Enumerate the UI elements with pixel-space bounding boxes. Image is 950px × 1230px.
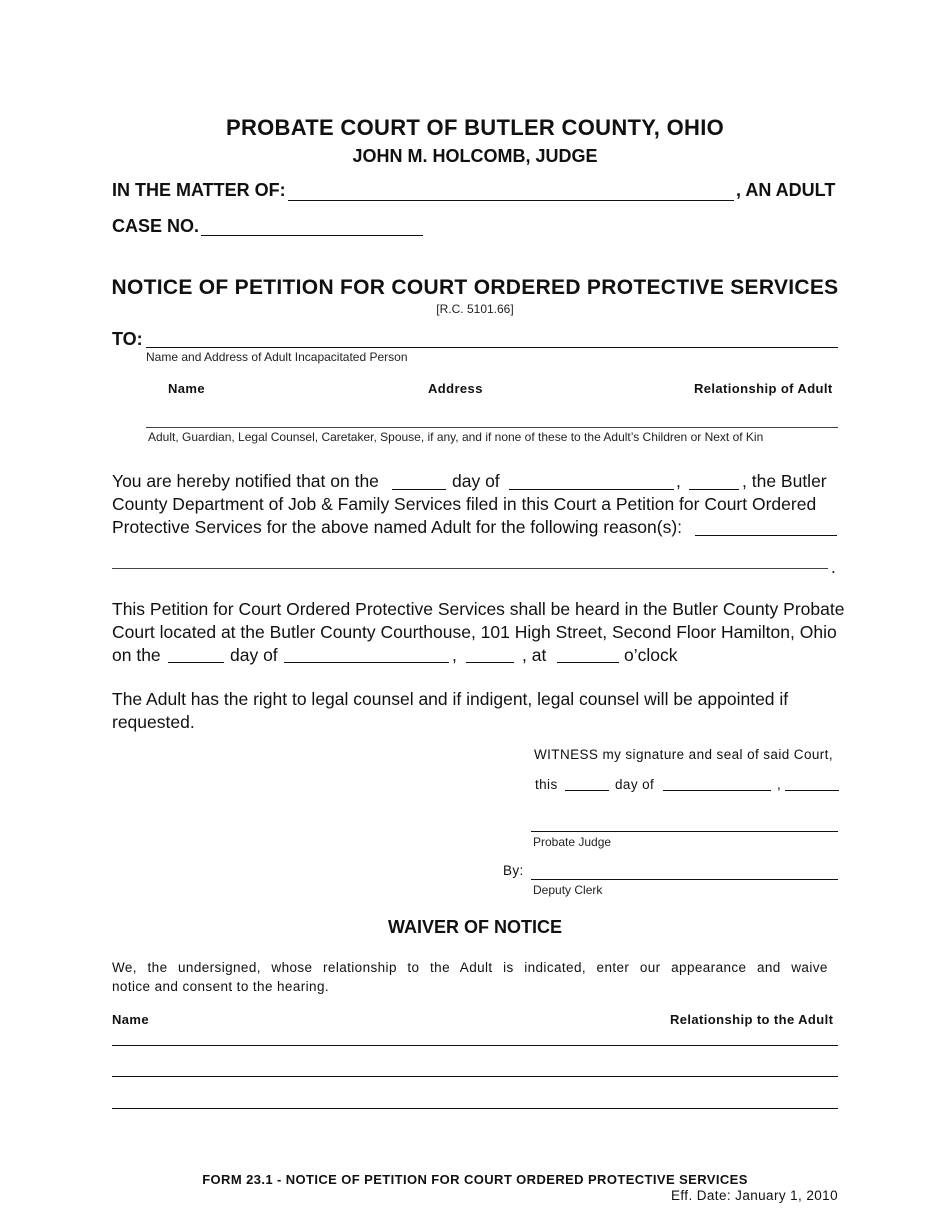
witness-this: this	[535, 777, 558, 792]
probate-judge-signature[interactable]	[531, 831, 838, 832]
column-address: Address	[428, 381, 483, 396]
to-label: TO:	[112, 329, 143, 349]
waiver-signature-line[interactable]	[112, 1076, 838, 1077]
waiver-signature-line[interactable]	[112, 1045, 838, 1046]
filing-month-field[interactable]	[509, 489, 674, 490]
para2-text5: o’clock	[624, 645, 678, 665]
reason-field-2[interactable]	[112, 568, 828, 569]
para3-line1: The Adult has the right to legal counsel and if indigent, legal counsel will be appointed if	[112, 689, 789, 709]
judge-name: JOHN M. HOLCOMB, JUDGE	[352, 146, 598, 166]
para2-text2: day of	[230, 645, 278, 665]
witness-year-field[interactable]	[785, 790, 839, 791]
recipient-field[interactable]	[146, 427, 838, 428]
column-name: Name	[168, 381, 206, 396]
waiver-column-name: Name	[112, 1012, 150, 1027]
waiver-line2: notice and consent to the hearing.	[112, 979, 329, 994]
to-field[interactable]	[146, 347, 838, 348]
witness-comma: ,	[777, 777, 782, 792]
recipient-caption: Adult, Guardian, Legal Counsel, Caretaker, Spouse, if any, and if none of these to the Adult’s Children or Next of Kin	[148, 430, 764, 444]
witness-line: WITNESS my signature and seal of said Court,	[534, 747, 833, 762]
matter-field[interactable]	[288, 200, 734, 201]
case-number-field[interactable]	[201, 235, 423, 236]
para1-comma: ,	[676, 471, 681, 491]
para1-line3: Protective Services for the above named Adult for the following reason(s):	[112, 517, 683, 537]
filing-year-field[interactable]	[689, 489, 739, 490]
case-label: CASE NO.	[112, 216, 200, 236]
witness-day-field[interactable]	[565, 790, 609, 791]
para2-text1: on the	[112, 645, 161, 665]
statute-reference: [R.C. 5101.66]	[436, 302, 514, 316]
waiver-line1: We, the undersigned, whose relationship to the Adult is indicated, enter our appearance and waive	[112, 960, 828, 975]
hearing-day-field[interactable]	[168, 662, 224, 663]
para3-line2: requested.	[112, 712, 195, 732]
reason-field-1[interactable]	[695, 535, 837, 536]
deputy-clerk-signature[interactable]	[531, 879, 838, 880]
waiver-title: WAIVER OF NOTICE	[387, 917, 562, 937]
hearing-time-field[interactable]	[557, 662, 619, 663]
para2-line1: This Petition for Court Ordered Protective Services shall be heard in the Butler County Probate	[112, 599, 845, 619]
court-title: PROBATE COURT OF BUTLER COUNTY, OHIO	[225, 115, 725, 140]
para2-line2: Court located at the Butler County Courthouse, 101 High Street, Second Floor Hamilton, Ohio	[112, 622, 837, 642]
reason-period: .	[831, 557, 836, 577]
adult-suffix: , AN ADULT	[736, 180, 836, 200]
para1-text2: day of	[452, 471, 500, 491]
to-caption: Name and Address of Adult Incapacitated Person	[146, 350, 408, 364]
notice-title: NOTICE OF PETITION FOR COURT ORDERED PROTECTIVE SERVICES	[111, 276, 839, 299]
filing-day-field[interactable]	[392, 489, 446, 490]
column-relationship: Relationship of Adult	[694, 381, 833, 396]
para1-text4: , the Butler	[742, 471, 827, 491]
para2-text4: , at	[522, 645, 547, 665]
probate-judge-caption: Probate Judge	[533, 835, 612, 849]
hearing-year-field[interactable]	[466, 662, 514, 663]
hearing-month-field[interactable]	[284, 662, 449, 663]
by-label: By:	[503, 863, 524, 878]
witness-month-field[interactable]	[663, 790, 771, 791]
witness-dayof: day of	[615, 777, 655, 792]
para1-line2: County Department of Job & Family Services filed in this Court a Petition for Court Ordered	[112, 494, 817, 514]
para1-text1: You are hereby notified that on the	[112, 471, 379, 491]
deputy-clerk-caption: Deputy Clerk	[533, 883, 603, 897]
matter-label: IN THE MATTER OF:	[112, 180, 286, 200]
effective-date: Eff. Date: January 1, 2010	[670, 1188, 838, 1203]
para2-comma: ,	[452, 645, 457, 665]
form-footer: FORM 23.1 - NOTICE OF PETITION FOR COURT ORDERED PROTECTIVE SERVICES	[202, 1172, 748, 1187]
waiver-column-relationship: Relationship to the Adult	[670, 1012, 834, 1027]
waiver-signature-line[interactable]	[112, 1108, 838, 1109]
